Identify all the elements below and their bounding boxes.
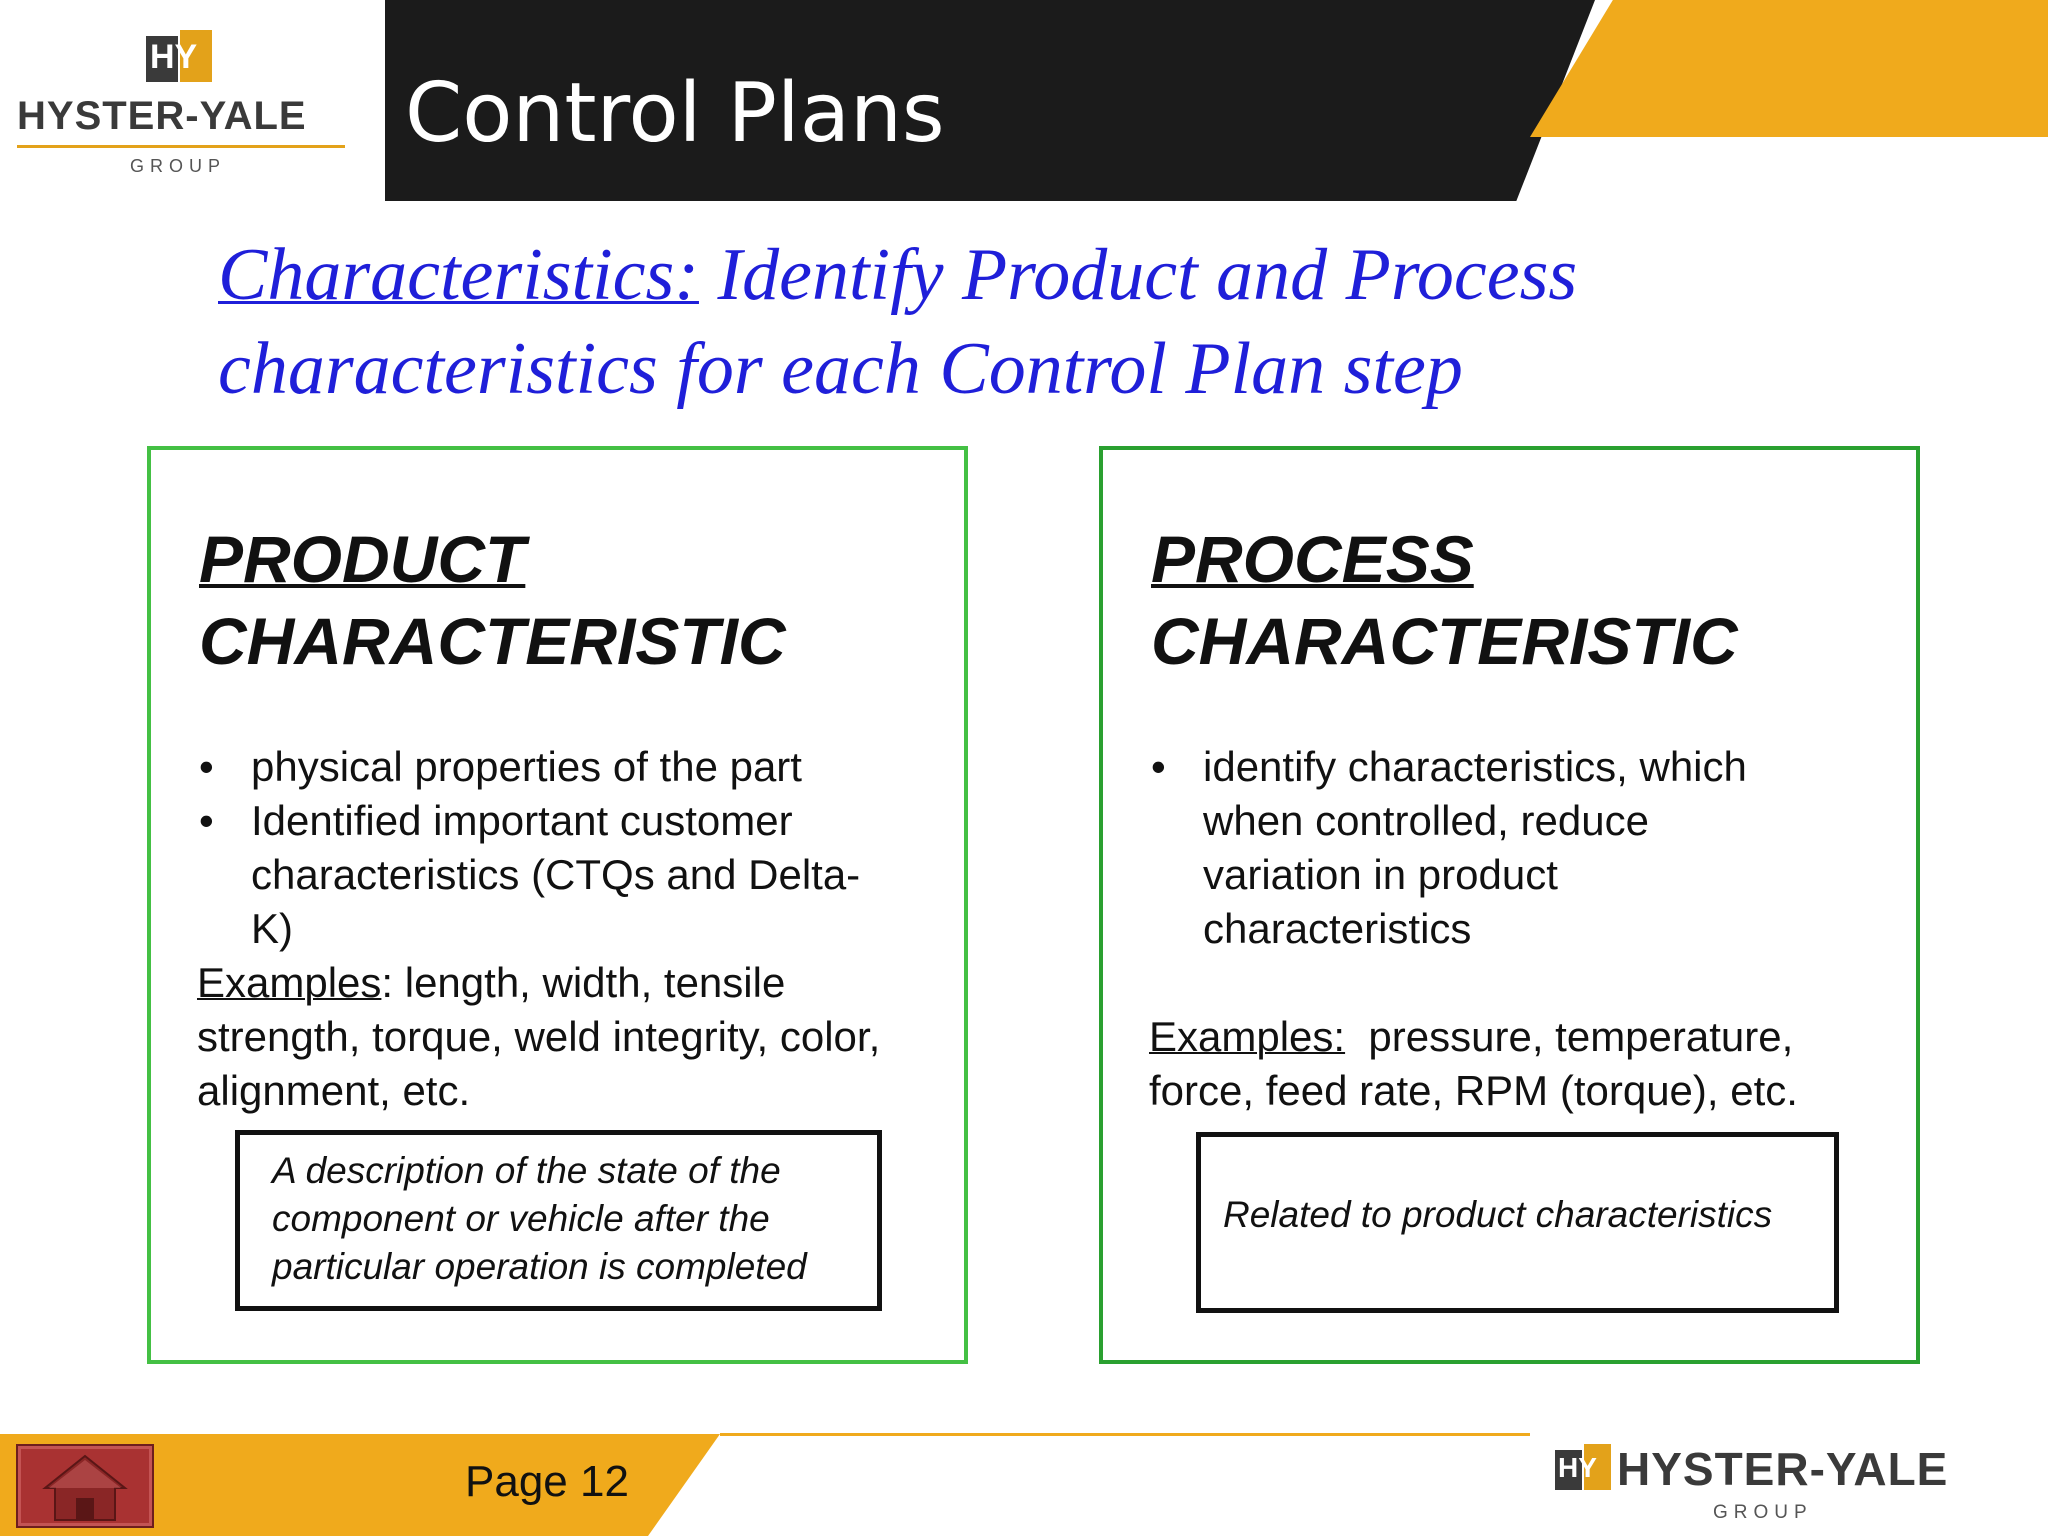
page-number: Page 12 — [465, 1457, 629, 1506]
logo-mark-text: HY — [1558, 1452, 1597, 1483]
logo-group: GROUP — [1713, 1502, 1813, 1523]
home-button[interactable] — [16, 1444, 154, 1528]
process-bullets — [1151, 740, 1791, 956]
footer-rule — [720, 1433, 1530, 1436]
product-heading-line1: PRODUCT — [199, 522, 526, 596]
process-characteristic-panel — [1099, 446, 1920, 1364]
product-characteristic-panel — [147, 446, 968, 1364]
product-examples-label: Examples — [197, 959, 382, 1006]
process-examples — [1149, 1010, 1909, 1118]
logo-mark — [1555, 1444, 1611, 1490]
company-logo-bottom — [1555, 1426, 1975, 1536]
logo-mark — [146, 30, 212, 82]
product-examples-text: : length, width, tensile strength, torque, weld integrity, color, alignment, etc. — [197, 959, 881, 1114]
header-accent-stripe — [1530, 0, 2048, 137]
slide-subtitle — [218, 228, 1838, 416]
process-heading-line1: PROCESS — [1151, 522, 1474, 596]
list-item: • Identified important customer characteristics (CTQs and Delta-K) — [199, 794, 889, 956]
subtitle-line2: characteristics for each Control Plan step — [218, 328, 1463, 410]
logo-name: HYSTER-YALE — [1617, 1443, 1949, 1495]
slide-title: Control Plans — [405, 66, 945, 161]
home-icon — [18, 1446, 152, 1526]
logo-group: GROUP — [130, 156, 227, 176]
process-examples-label: Examples: — [1149, 1013, 1346, 1060]
process-note-box — [1196, 1132, 1839, 1313]
list-item: • physical properties of the part — [199, 740, 889, 794]
logo-name: HYSTER-YALE — [17, 94, 307, 138]
product-heading — [199, 518, 786, 682]
logo-underline — [17, 145, 345, 148]
product-note-box — [235, 1130, 882, 1311]
process-note: Related to product characteristics — [1223, 1194, 1773, 1235]
company-logo-top — [12, 30, 352, 180]
subtitle-rest: Identify Product and Process — [698, 234, 1578, 316]
logo-mark-text: HY — [150, 38, 198, 76]
process-heading — [1151, 518, 1738, 682]
list-item: • identify characteristics, which when controlled, reduce variation in product characteristics — [1151, 740, 1791, 956]
product-examples — [197, 956, 957, 1118]
process-examples-text: pressure, temperature, force, feed rate, RPM (torque), etc. — [1149, 1013, 1805, 1114]
product-bullets — [199, 740, 889, 956]
product-note: A description of the state of the component or vehicle after the particular operation is completed — [272, 1150, 807, 1287]
subtitle-lead: Characteristics: — [218, 234, 699, 316]
product-heading-line2: CHARACTERISTIC — [199, 604, 786, 678]
process-heading-line2: CHARACTERISTIC — [1151, 604, 1738, 678]
